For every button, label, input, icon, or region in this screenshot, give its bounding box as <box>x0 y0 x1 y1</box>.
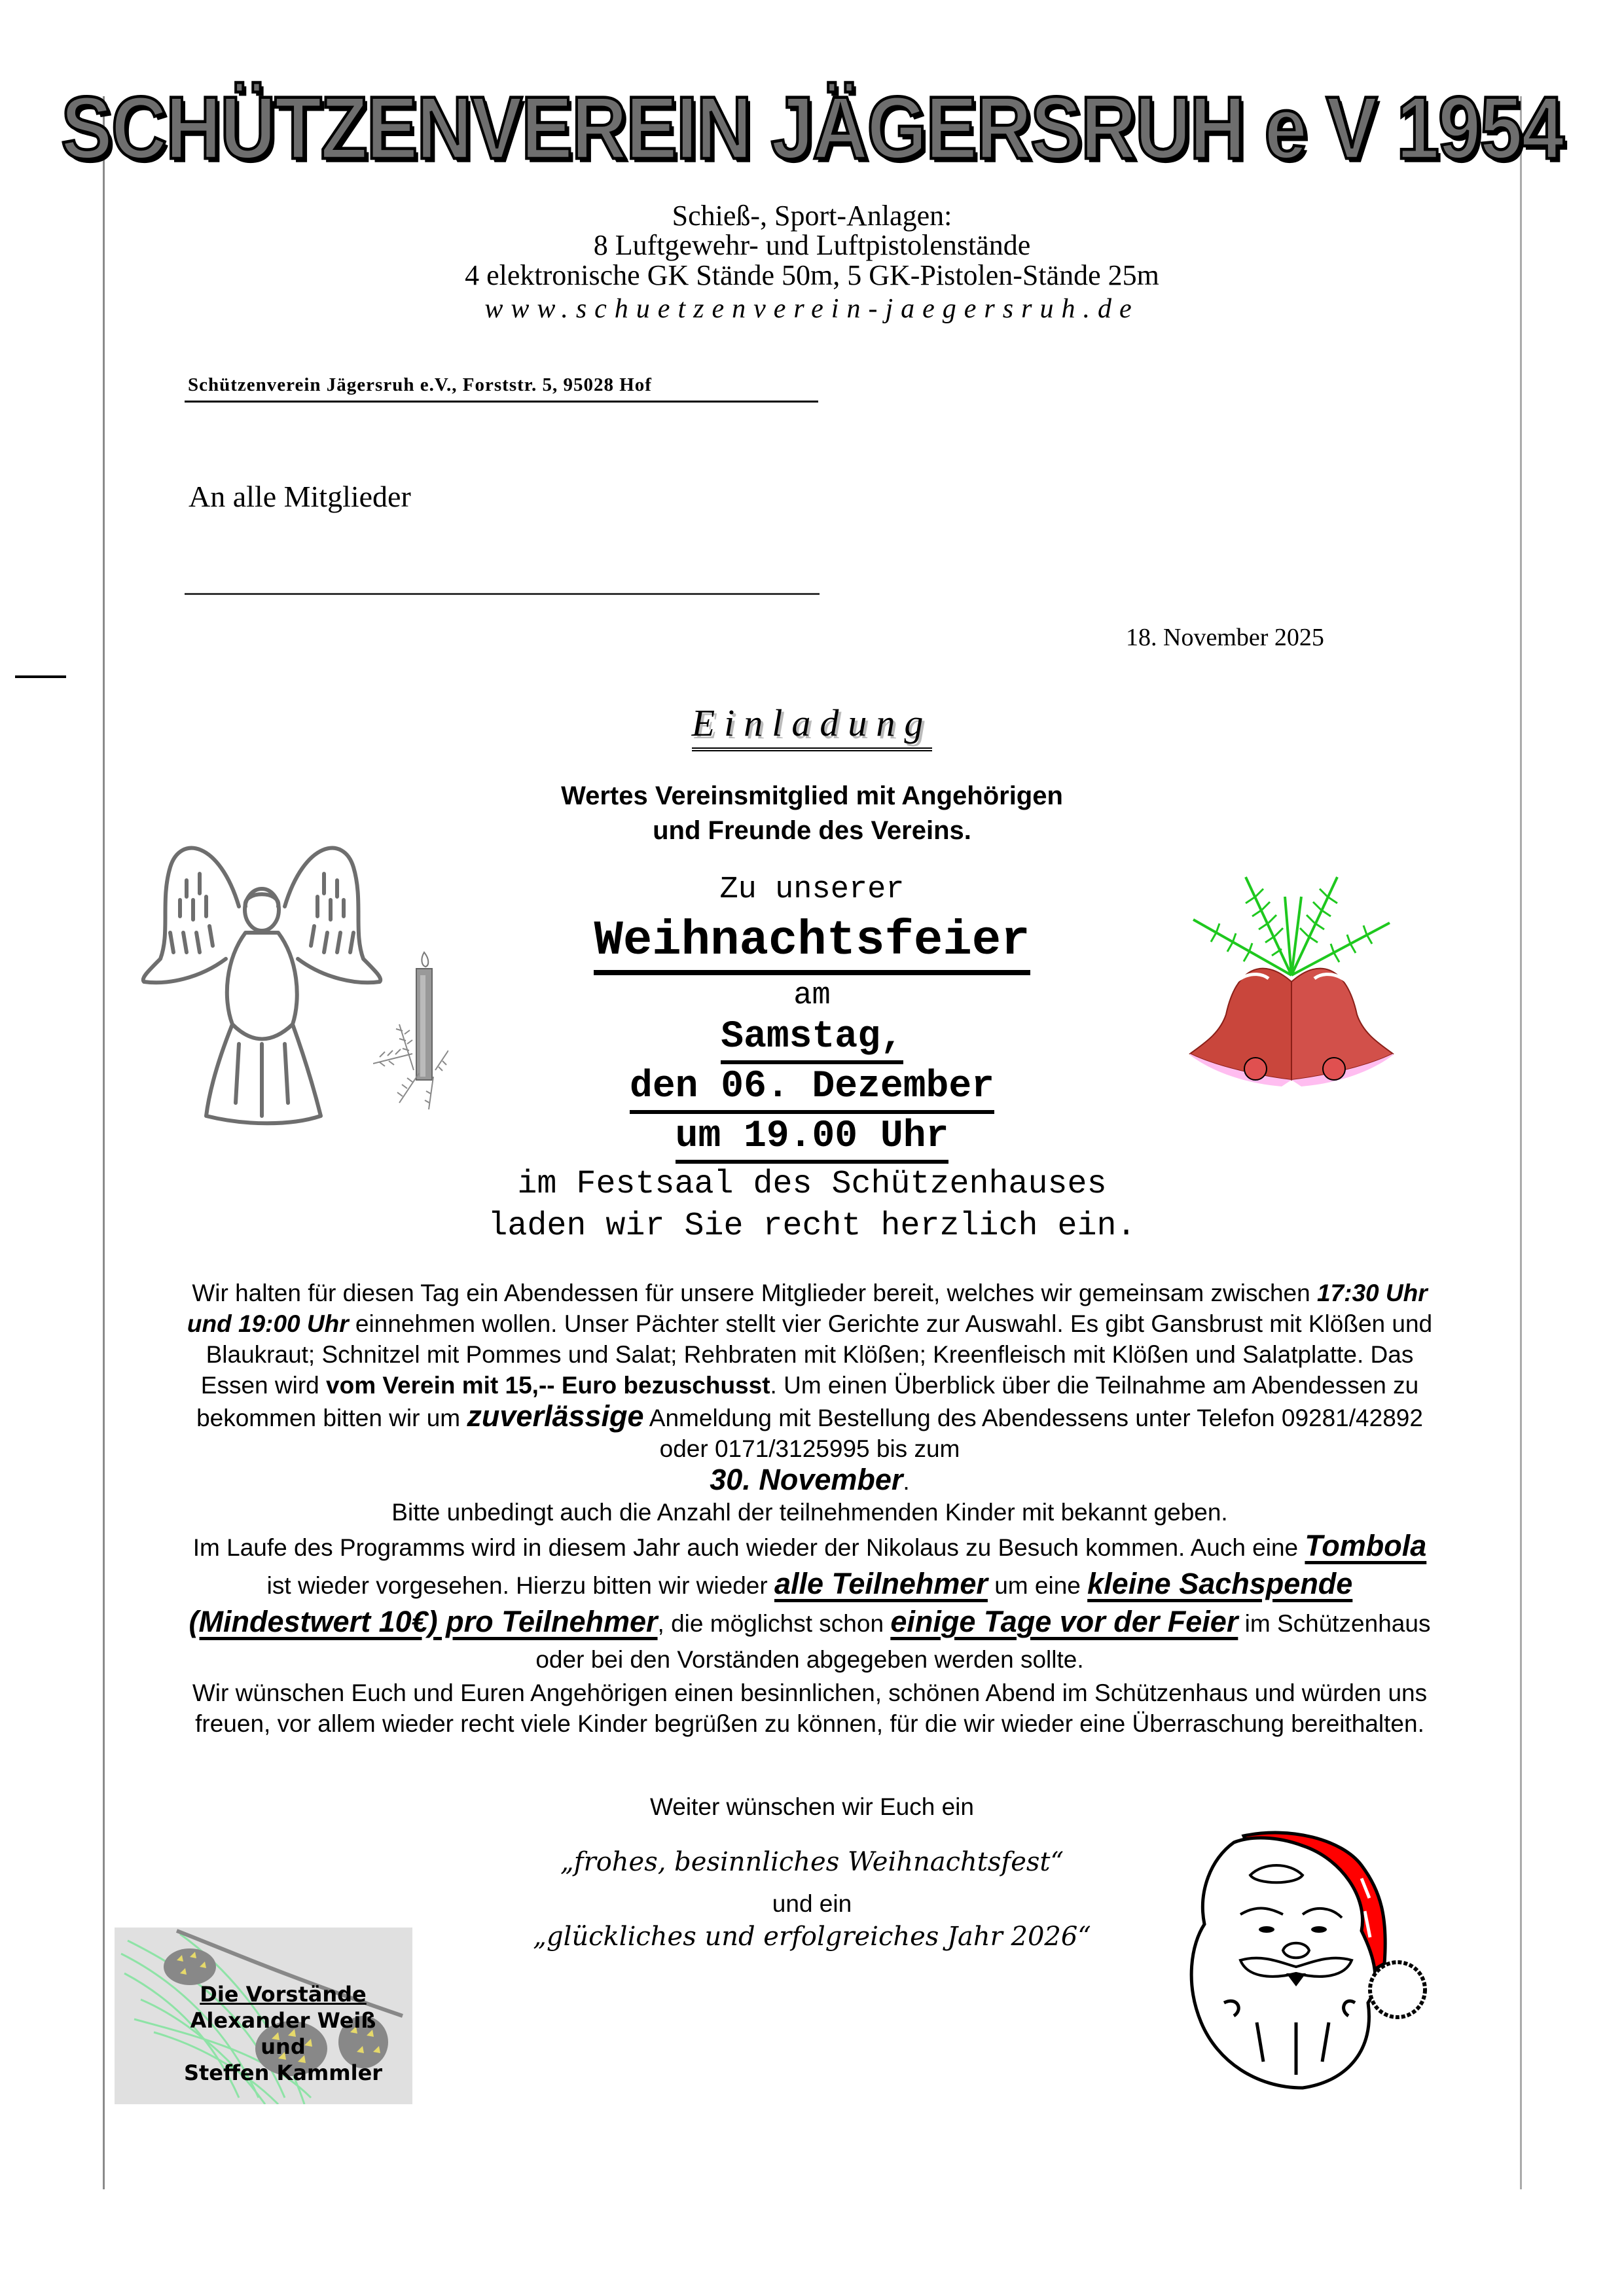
address-underline <box>185 401 818 403</box>
event-title: Weihnachtsfeier <box>594 915 1030 975</box>
tombola-word: Tombola <box>1305 1529 1427 1562</box>
signature-box <box>115 1928 412 2104</box>
tombola-text-d: , die möglichst schon <box>657 1610 891 1637</box>
reliable-text: zuverlässige <box>467 1399 644 1433</box>
greeting-line-1: Wertes Vereinsmitglied mit Angehörigen <box>561 781 1063 810</box>
event-day-wrap <box>0 1017 1624 1064</box>
dinner-time: 17:30 Uhr und 19:00 Uhr <box>187 1280 1428 1337</box>
sender-address: Schützenverein Jägersruh e.V., Forststr. 5, 95028 Hof <box>188 374 652 395</box>
letter-date: 18. November 2025 <box>1126 624 1324 651</box>
dinner-text-d: Anmeldung mit Bestellung des Abendessens unter Telefon 09281/42892 oder 0171/3125995 bis zum <box>643 1405 1423 1462</box>
tombola-text-a: Im Laufe des Programms wird in diesem Jahr auch wieder der Nikolaus zu Besuch kommen. Auch eine <box>192 1534 1305 1561</box>
subsidy-text: vom Verein mit 15,-- Euro bezuschusst <box>326 1372 770 1399</box>
dinner-text-c: . Um einen Überblick über die Teilnahme am Abendessen zu bekommen bitten wir um <box>196 1372 1419 1431</box>
signature-name-2: Steffen Kammler <box>183 2060 383 2085</box>
paragraph-tombola <box>185 1528 1435 1677</box>
donation-request: kleine Sachspende (Mindestwert 10€) pro Teilnehmer <box>189 1567 1353 1638</box>
event-date: den 06. Dezember <box>630 1067 994 1114</box>
event-intro: Zu unserer <box>719 872 905 907</box>
tombola-text-e: im Schützenhaus oder bei den Vorständen abgegeben werden sollte. <box>535 1610 1431 1673</box>
paragraph-dinner <box>185 1278 1435 1497</box>
invitation-heading <box>0 700 1624 751</box>
paragraph-wishes: Wir wünschen Euch und Euren Angehörigen einen besinnlichen, schönen Abend im Schützenhaus und würden uns freuen, vor allem wieder recht viele Kinder begrüßen zu können, für die wir wieder eine Überraschung bereithalten. <box>192 1679 1428 1737</box>
all-participants: alle Teilnehmer <box>774 1567 988 1600</box>
signature-heading: Die Vorstände <box>200 1982 367 2007</box>
facilities-heading: Schieß-, Sport-Anlagen: <box>672 200 952 232</box>
body-text <box>185 1278 1435 1739</box>
facilities-line-2: 4 elektronische GK Stände 50m, 5 GK-Pistolen-Stände 25m <box>465 259 1159 291</box>
days-before: einige Tage vor der Feier <box>890 1605 1238 1638</box>
closing-wish-1: „frohes, besinnliches Weihnachtsfest“ <box>560 1847 1064 1877</box>
event-block <box>0 870 1624 1247</box>
paragraph-children: Bitte unbedingt auch die Anzahl der teilnehmenden Kinder mit bekannt geben. <box>391 1499 1228 1526</box>
event-time: um 19.00 Uhr <box>676 1117 949 1164</box>
signature-name-1: Alexander Weiß <box>190 2008 376 2033</box>
deadline-text: 30. November <box>710 1463 903 1496</box>
event-location: im Festsaal des Schützenhauses <box>517 1166 1107 1203</box>
recipient: An alle Mitglieder <box>189 480 411 513</box>
event-date-wrap <box>0 1067 1624 1114</box>
closing-lead: Weiter wünschen wir Euch ein <box>650 1793 974 1820</box>
tombola-text-c: um eine <box>987 1572 1088 1599</box>
dinner-text-b: einnehmen wollen. Unser Pächter stellt vier Gerichte zur Auswahl. Es gibt Gansbrust mit Klößen und Blaukraut; Schnitzel mit Pommes und Salat; Rehbraten mit Klößen; Kreenfleisch mit Klößen und Salatplatte. Das Essen wird <box>200 1310 1433 1399</box>
greeting-line-2: und Freunde des Vereins. <box>653 816 971 845</box>
fold-mark <box>15 675 66 678</box>
closing-and: und ein <box>772 1890 852 1917</box>
recipient-separator <box>185 593 820 595</box>
dinner-text-a: Wir halten für diesen Tag ein Abendessen für unsere Mitglieder bereit, welches wir gemeinsam zwischen <box>192 1280 1317 1306</box>
event-closing: laden wir Sie recht herzlich ein. <box>488 1208 1136 1245</box>
tombola-text-b: ist wieder vorgesehen. Hierzu bitten wir wieder <box>266 1572 774 1599</box>
dinner-text-end: . <box>903 1468 910 1495</box>
closing-wish-2: „glückliches und erfolgreiches Jahr 2026“ <box>533 1922 1091 1952</box>
event-day: Samstag, <box>721 1017 903 1064</box>
event-time-wrap <box>0 1117 1624 1164</box>
signature-and: und <box>261 2034 306 2059</box>
invitation-heading-text: Einladung <box>692 700 933 751</box>
facilities-line-1: 8 Luftgewehr- und Luftpistolenstände <box>593 229 1031 261</box>
event-am: am <box>793 978 831 1013</box>
santa-claus-icon <box>1172 1813 1434 2094</box>
website-link[interactable]: www.schuetzenverein-jaegersruh.de <box>484 294 1140 324</box>
signature-text <box>154 1981 412 2086</box>
event-title-wrap <box>0 915 1624 975</box>
club-title: SCHÜTZENVEREIN JÄGERSRUH e V 1954 <box>61 79 1563 178</box>
